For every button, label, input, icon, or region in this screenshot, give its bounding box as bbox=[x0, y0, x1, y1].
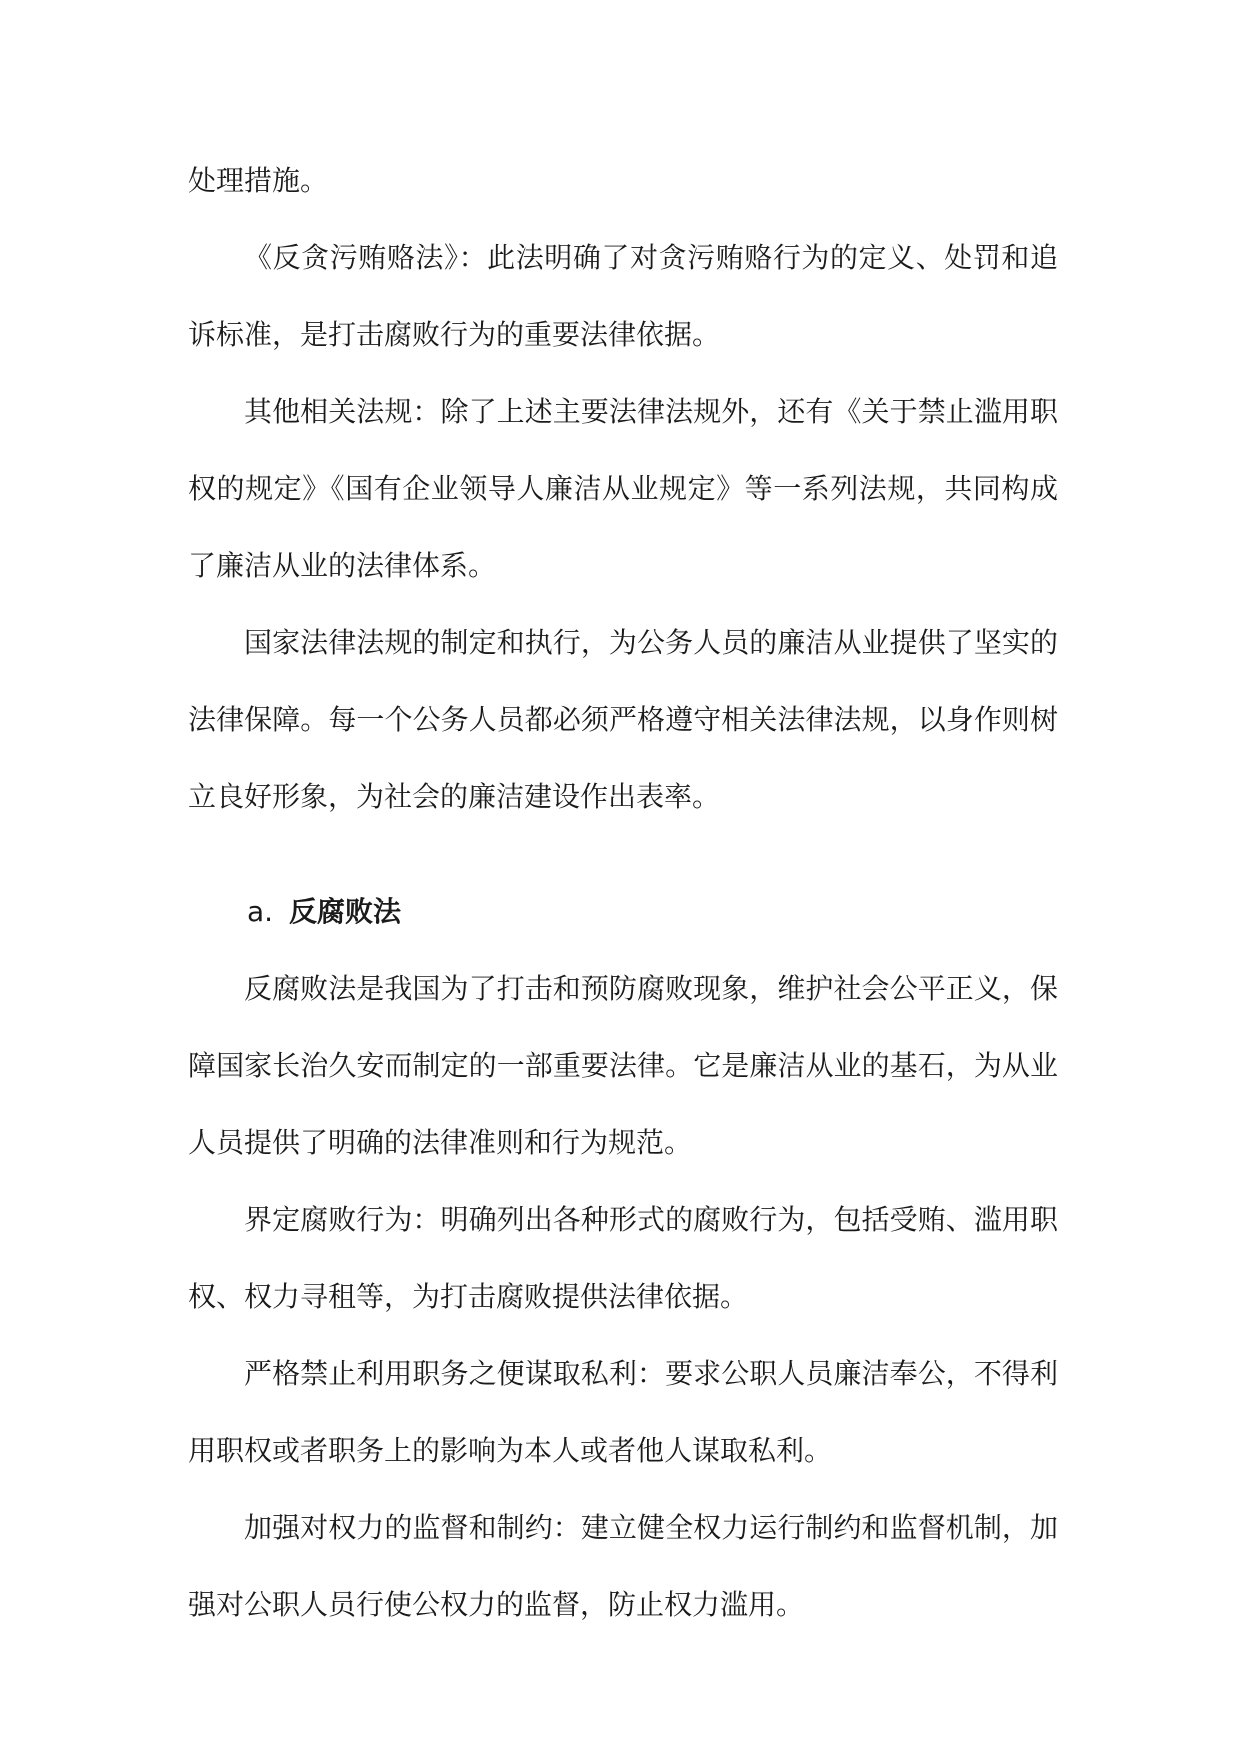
paragraph-legal-guarantee: 国家法律法规的制定和执行，为公务人员的廉洁从业提供了坚实的法律保障。每一个公务人员都必须严格遵守相关法律法规，以身作则树立良好形象，为社会的廉洁建设作出表率。 bbox=[188, 626, 1058, 813]
paragraph-prohibit-private-gain: 严格禁止利用职务之便谋取私利：要求公职人员廉洁奉公，不得利用职权或者职务上的影响为本人或者他人谋取私利。 bbox=[188, 1357, 1058, 1467]
paragraph-define-corruption: 界定腐败行为：明确列出各种形式的腐败行为，包括受贿、滥用职权、权力寻租等，为打击腐败提供法律依据。 bbox=[188, 1203, 1058, 1313]
section-heading bbox=[188, 873, 1058, 950]
paragraph-continuation: 处理措施。 bbox=[188, 164, 329, 197]
paragraph-power-supervision: 加强对权力的监督和制约：建立健全权力运行制约和监督机制，加强对公职人员行使公权力的监督，防止权力滥用。 bbox=[188, 1511, 1058, 1621]
section-heading-marker: a. bbox=[247, 895, 274, 928]
document-body bbox=[188, 142, 1058, 1643]
paragraph-anti-embezzlement-law: 《反贪污贿赂法》：此法明确了对贪污贿赂行为的定义、处罚和追诉标准，是打击腐败行为的重要法律依据。 bbox=[188, 241, 1058, 351]
paragraph-other-regulations: 其他相关法规：除了上述主要法律法规外，还有《关于禁止滥用职权的规定》《国有企业领导人廉洁从业规定》等一系列法规，共同构成了廉洁从业的法律体系。 bbox=[188, 395, 1058, 582]
section-heading-title: 反腐败法 bbox=[289, 895, 402, 928]
paragraph-anti-corruption-intro: 反腐败法是我国为了打击和预防腐败现象，维护社会公平正义，保障国家长治久安而制定的一部重要法律。它是廉洁从业的基石，为从业人员提供了明确的法律准则和行为规范。 bbox=[188, 972, 1058, 1159]
